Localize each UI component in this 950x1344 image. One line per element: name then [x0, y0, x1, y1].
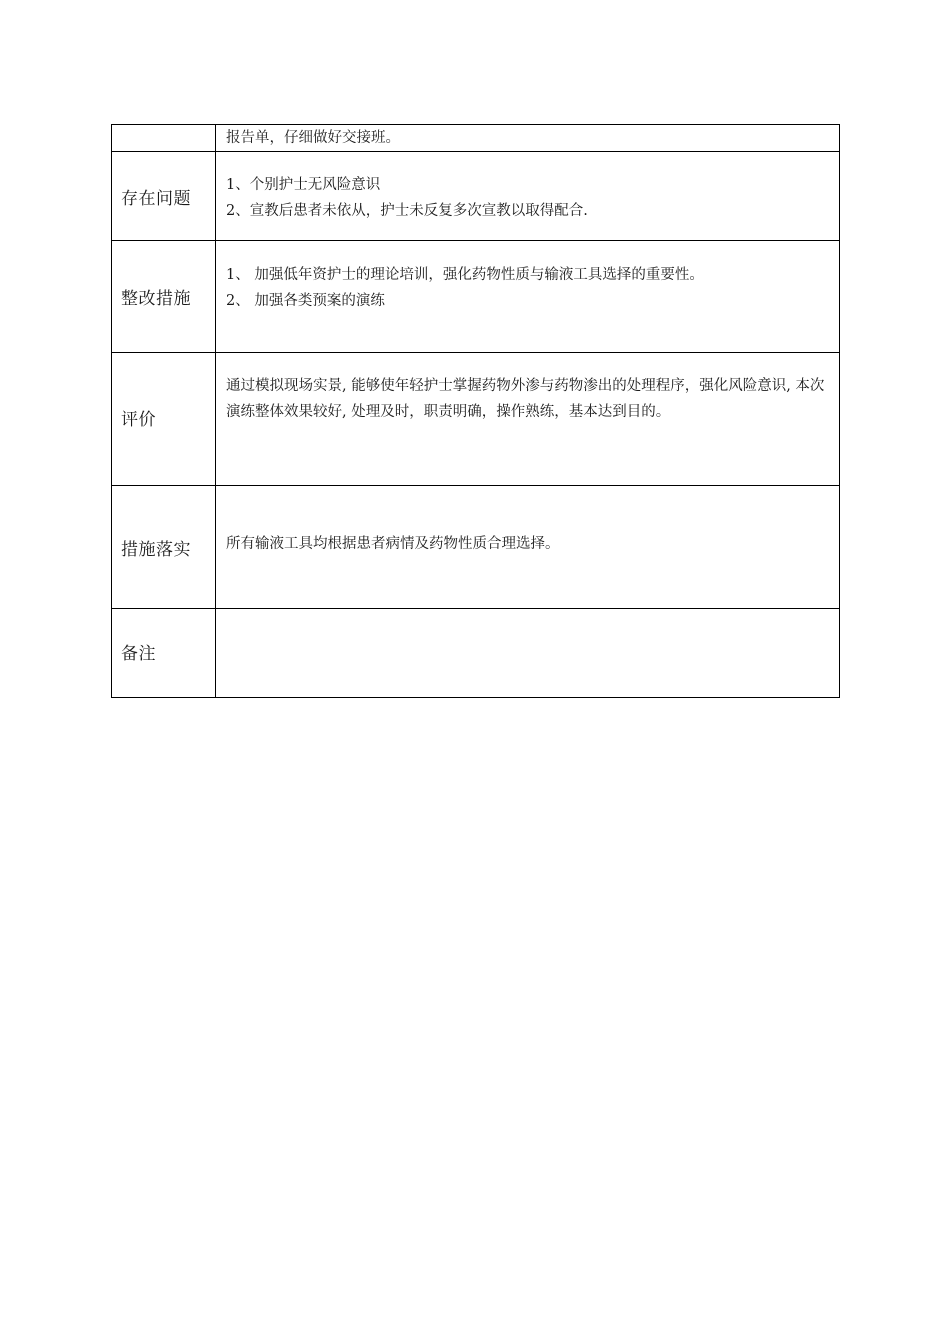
remarks-content [216, 609, 840, 698]
report-table [111, 124, 840, 698]
problems-label: 存在问题 [112, 152, 216, 241]
table-row-continuation [112, 125, 840, 152]
problems-line-1: 1、个别护士无风险意识 [226, 177, 381, 193]
table-row-problems [112, 152, 840, 241]
problems-content [216, 152, 840, 241]
continuation-label [112, 125, 216, 152]
implementation-label: 措施落实 [112, 486, 216, 609]
measures-line-2: 2、 加强各类预案的演练 [226, 293, 385, 309]
remarks-label: 备注 [112, 609, 216, 698]
continuation-line: 报告单，仔细做好交接班。 [226, 130, 400, 146]
implementation-text: 所有输液工具均根据患者病情及药物性质合理选择。 [226, 536, 560, 552]
evaluation-text: 通过模拟现场实景, 能够使年轻护士掌握药物外渗与药物渗出的处理程序，强化风险意识, 本次演练整体效果较好, 处理及时，职责明确，操作熟练，基本达到目的。 [226, 378, 825, 420]
measures-content [216, 241, 840, 353]
table-row-measures [112, 241, 840, 353]
continuation-text [216, 125, 840, 152]
problems-line-2: 2、宣教后患者未依从，护士未反复多次宣教以取得配合. [226, 203, 588, 219]
measures-line-1: 1、 加强低年资护士的理论培训，强化药物性质与输液工具选择的重要性。 [226, 267, 704, 283]
table-row-evaluation [112, 353, 840, 486]
evaluation-content [216, 353, 840, 486]
table-row-remarks [112, 609, 840, 698]
evaluation-label: 评价 [112, 353, 216, 486]
measures-label: 整改措施 [112, 241, 216, 353]
implementation-content [216, 486, 840, 609]
table-row-implementation [112, 486, 840, 609]
